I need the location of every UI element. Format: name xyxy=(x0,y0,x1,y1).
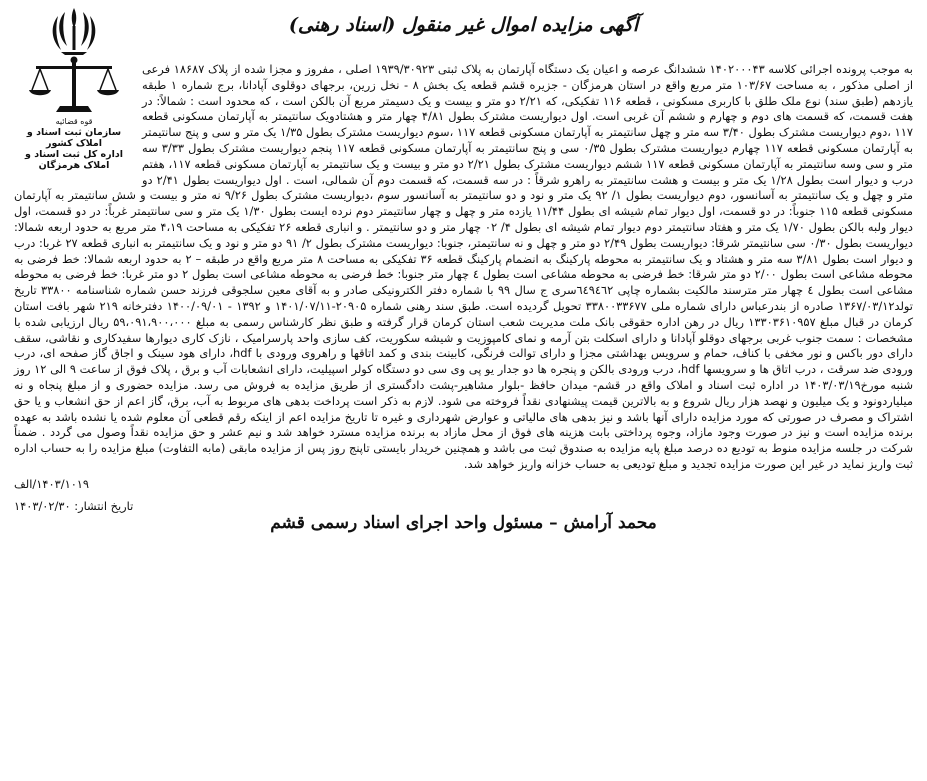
footer xyxy=(14,477,913,547)
header xyxy=(14,6,913,62)
iran-emblem-icon xyxy=(47,6,101,56)
emblem-line-1: قوه قضائیه xyxy=(55,117,93,126)
reference-number: ۱۴۰۳/۱۰۱۹/الف xyxy=(14,476,90,491)
signature: محمد آرامش – مسئول واحد اجرای اسناد رسمی قشم xyxy=(270,512,657,533)
emblem-organization xyxy=(22,116,126,171)
notice-paragraph: به موجب پرونده اجرائی کلاسه ۱۴۰۲۰۰۰۴۳ ششدانگ عرصه و اعیان یک دستگاه آپارتمان به پلاک ثبتی ۱۹۳۹/۳۰۹۲۳ اصلی ، مفروز و مجزا شده از پلاک ۱۸۶۸۷ فرعی از اصلی مذکور ، به مساحت ۱۰۳/۶۷ متر مربع واقع در استان هرمزگان - جزیره قشم قطعه یک بخش ۸ - نخل زرین، برجهای دوقلوی آپادانا، برج شماره ۱ طبقه یازدهم (طبق سند) نوع ملک طلق با کاربری مسکونی ، قطعه ۱۱۶ تفکیکی، که ۲/۲۱ دو متر و بیست و یک دسیمتر مربع آن بالکن است ، که محدود است : شمالاً: در هفت قسمت، که قسمت های دوم و چهارم و ششم آن غربی است. اول دیواریست مشترک بطول ۴/۸۱ چهار متر و هشتادویک سانتیمتر به آپارتمان مسکونی قطعه ۱۱۷ ،دوم دیواریست مشترک بطول ۳/۴۰ سه متر و چهل سانتیمتر به آپارتمان مسکونی قطعه ۱۱۷ ،سوم دیواریست مشترک بطول ۱/۳۵ یک متر و سی و پنج سانتیمتر به آپارتمان مسکونی قطعه ۱۱۷ چهارم دیواریست مشترک بطول ۰/۳۵ سی و پنج سانتیمتر به آپارتمان مسکونی قطعه ۱۱۷ پنجم دیواریست مشترک بطول ۳/۳۳ سه متر و سی وسه سانتیمتر به آپارتمان مسکونی قطعه ۱۱۷ ششم دیواریست مشترک بطول ۲/۲۱ دو متر و بیست و یک سانتیمتر به آپارتمان مسکونی قطعه ۱۱۷، هفتم درب و دیوار است بطول ۱/۲۸ یک متر و بیست و هشت سانتیمتر به راهرو شرقاً : در سه قسمت، که قسمت دوم آن شمالی، است . اول دیواریست بطول ۲/۴۱ دو متر و چهل و یک سانتیمتر به آسانسور، دوم دیواریست بطول ۱/ ۹۲ یک متر و نود و دو سانتیمتر به آسانسور سوم ،دیواریست مشترک بطول ۹/۲۶ نه متر و بیست و شش سانتیمتر به آپارتمان مسکونی قطعه ۱۱۵ جنوباً: در دو قسمت، اول دیوار تمام شیشه ای بطول ۱۱/۴۴ یازده متر و چهل و چهار سانتیمتر دوم نرده ایست بطول ۱/۳۰ یک متر و سی سانتیمتر غرباً: در دو قسمت، اول دیوار ولبه بالکن بطول ۱/۷۰ یک متر و هفتاد سانتیمتر دوم دیوار تمام شیشه ای بطول ۴/ ۰۲ چهار متر و دو سانتیمتر . و انباری قطعه ۲۶ تفکیکی به مساحت ۴،۱۹ متر مربع به حدود اربعه شمالا: دیواریست بطول ۰/۳۰ سی سانتیمتر شرقا: دیواریست بطول ۲/۴۹ دو متر و چهل و نه سانتیمتر، جنوبا: دیواریست مشترک بطول ۲/ ۹۱ دو متر و نود و یک سانتیمتر به انباری قطعه ۲۷ غربا: درب و دیوار است بطول ۳/۸۱ سه متر و هشتاد و یک سانتیمتر به محوطه پارکینگ به انضمام پارکینگ قطعه ۳۶ تفکیکی به مساحت ۸ متر مربع واقع در طبقه – ۲ به حدود اربعه شمالا: خط فرضی به محوطه مشاعی است بطول ۲/۰۰ دو متر شرقا: خط فرضی به محوطه مشاعی است بطول ٤ چهار متر جنوبا: خط فرضی به محوطه مشاعی است بطول ۲ دو متر غربا: خط فرضی به محوطه مشاعی است بطول ٤ چهار متر مترسند مالکیت بشماره چاپی ٦٤٩٤٦٢سری ج سال ۹۹ با شماره دفتر الکترونیکی صادر و به آقای معین سلجوقی فرزند حسن شماره شناسنامه ۳۳۸۰۰ تاریخ تولد۱۳۶۷/۰۳/۱۲ صادره از بندرعباس دارای شماره ملی ۳۳۸۰۰۳۳۶۷۷ تحویل گردیده است. طبق سند رهنی شماره ۲۰۹۰۵-۱۴۰۱/۰۷/۱۱ و ۱۳۹۲ - ۱۴۰۰/۰۹/۰۱ دفترخانه ۲۱۹ شهر بافت استان کرمان در قبال مبلغ ۱۳۳۰۳۶۱۰۹۵۷ ریال در رهن اداره حقوقی بانک ملت مدیریت شعب استان کرمان قرار گرفته و طبق نظر کارشناس رسمی به مبلغ ۵۹،۰۹۱،۹۰۰،۰۰۰ ریال ارزیابی شده با مشخصات : سمت جنوب غربی برجهای دوقلو آپادانا و دارای اسکلت بتن آرمه و نمای کامپوزیت و شیشه سکوریت، کف سازی واحد پارسرامیک ، نازک کاری دیوارها سفیدکاری و نقاشی، سقف دارای دور باکس و نور مخفی با کناف، حمام و سرویس بهداشتی مجزا و دارای توالت فرنگی، کابینت بندی و کمد اتاقها و راهروی ورودی با hdf، دارای هود سینک و اجاق گاز صفحه ای، درب ورودی ضد سرقت ، درب اتاق ها و سرویسها hdf، درب ورودی بالکن و پنجره ها دو جدار یو پی وی سی دو دستگاه کولر اسپیلیت، دارای انشعابات آب و برق ، پلاک فوق از ساعت ۹ الی ۱۲ روز شنبه مورخ۱۴۰۳/۰۳/۱۹ در اداره ثبت اسناد و املاک واقع در قشم- میدان حافظ -بلوار مشاهیر-پشت دادگستری از طریق مزایده به فروش می رسد. مزایده حضوری و از مبلغ پنجاه و نه میلیاردونود و یک میلیون و نهصد هزار ریال شروع و به بالاترین قیمت پیشنهادی نقداً فروخته می شود. لازم به ذکر است پرداخت بدهی های مربوط به آب، برق، گاز اعم از حق انشعاب و یا حق اشتراک و مصرف در صورتی که مورد مزایده دارای آنها باشد و نیز بدهی های مالیاتی و عوارض شهرداری و غیره تا تاریخ مزایده اعم از اینکه رقم قطعی آن معلوم شده یا نشده باشد به عهده برنده مزایده است و نیز در صورت وجود مازاد، وجوه پرداختی بابت هزینه های فوق از محل مازاد به برنده مزایده مسترد خواهد شد و نیم عشر و حق مزایده نقداً وصول می گردد . ضمناً شرکت در جلسه مزایده منوط به تودیع ده درصد مبلغ پایه مزایده به صندوق ثبت می باشد و همچنین خریدار بایستی تاپنج روز پس از مزایده مابقی (مابه التفاوت) مبلغ مزایده را به حساب اداره ثبت واریز نماید در غیر این صورت مزایده تجدید و مبلغ تودیعی به حساب خزانه واریز خواهد شد. xyxy=(14,62,914,471)
publication-date: تاریخ انتشار: ۱۴۰۳/۰۲/۳۰ xyxy=(14,498,134,513)
emblem xyxy=(22,6,126,186)
notice-title: آگهی مزایده اموال غیر منقول (اسناد رهنی) xyxy=(288,14,639,36)
emblem-line-2: سازمان ثبت اسناد و املاک کشور xyxy=(26,127,122,149)
emblem-line-3: اداره کل ثبت اسناد و املاک هرمزگان xyxy=(24,149,124,171)
notice-body xyxy=(14,62,913,473)
scales-of-justice-icon xyxy=(26,56,122,114)
